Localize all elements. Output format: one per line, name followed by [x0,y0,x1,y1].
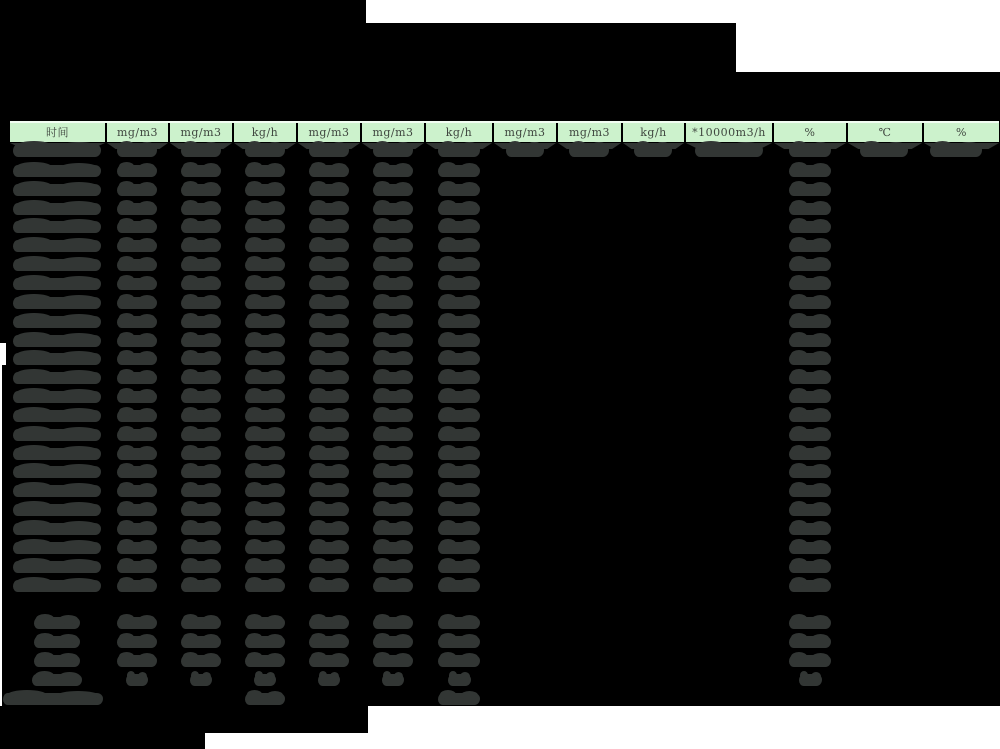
redacted-cell [373,485,413,497]
redacted-cell [789,485,831,497]
redacted-cell [13,523,101,535]
redacted-cell [373,561,413,573]
redacted-cell [181,203,221,215]
redacted-cell [373,259,413,271]
redacted-cell [117,203,157,215]
redacted-cell [13,203,101,215]
redacted-cell [789,504,831,516]
redacted-cell [438,693,480,705]
redacted-cell [181,655,221,667]
redacted-cell [245,259,285,271]
redacted-cell [789,372,831,384]
redacted-cell [373,335,413,347]
redacted-cell [789,353,831,365]
redacted-cell [126,674,148,686]
redacted-cell [438,391,480,403]
redacted-cell [438,165,480,177]
redacted-cell [245,655,285,667]
redacted-cell [117,561,157,573]
redacted-cell [245,278,285,290]
redacted-cell [789,259,831,271]
redacted-cell [309,391,349,403]
redacted-cell [190,674,212,686]
redacted-cell [34,655,80,667]
redacted-cell [438,316,480,328]
header-cell-7[interactable]: kg/h [426,123,492,142]
redacted-cell [181,391,221,403]
redacted-cell [117,429,157,441]
redacted-cell [373,372,413,384]
redacted-cell [13,485,101,497]
redacted-cell [799,674,822,686]
redacted-cell [789,466,831,478]
redacted-cell [117,144,157,157]
redacted-cell [181,617,221,629]
header-cell-11[interactable]: *10000m3/h [686,123,772,142]
redacted-cell [309,278,349,290]
redacted-cell [789,203,831,215]
white-sliver-left-edge [0,365,2,706]
redacted-cell [245,448,285,460]
redacted-cell [789,335,831,347]
redacted-cell [181,466,221,478]
redacted-cell [117,466,157,478]
redacted-cell [245,240,285,252]
redacted-cell [309,184,349,196]
redacted-cell [34,617,80,629]
redacted-cell [181,448,221,460]
redacted-cell [373,391,413,403]
redacted-cell [373,636,413,648]
redacted-cell [438,297,480,309]
redacted-cell [181,504,221,516]
redacted-cell [254,674,276,686]
redacted-cell [13,580,101,592]
redacted-cell [245,523,285,535]
redacted-cell [13,184,101,196]
redacted-cell [117,617,157,629]
redacted-cell [309,636,349,648]
redacted-cell [13,316,101,328]
redacted-cell [438,184,480,196]
redacted-cell [438,335,480,347]
redacted-cell [373,297,413,309]
redacted-cell [181,144,221,157]
redacted-cell [373,240,413,252]
redacted-cell [13,429,101,441]
redacted-cell [13,542,101,554]
redacted-cell [117,221,157,233]
redacted-cell [373,144,413,157]
redacted-cell [309,542,349,554]
redacted-cell [117,184,157,196]
redacted-cell [373,410,413,422]
redacted-cell [117,297,157,309]
redacted-cell [13,504,101,516]
redacted-cell [789,580,831,592]
redacted-cell [309,353,349,365]
redacted-cell [13,240,101,252]
redacted-cell [181,240,221,252]
redacted-cell [181,184,221,196]
redacted-cell [634,144,672,157]
redacted-cell [181,372,221,384]
redacted-cell [438,448,480,460]
redacted-cell [309,144,349,157]
redacted-cell [245,391,285,403]
redacted-cell [181,542,221,554]
redacted-cell [382,674,404,686]
redacted-cell [309,372,349,384]
redacted-cell [34,636,80,648]
redacted-cell [181,259,221,271]
redacted-cell [117,278,157,290]
redacted-cell [13,410,101,422]
header-cell-8[interactable]: mg/m3 [494,123,556,142]
redacted-cell [789,448,831,460]
redacted-cell [789,617,831,629]
redacted-cell [245,504,285,516]
redacted-cell [117,542,157,554]
redacted-cell [245,144,285,157]
redacted-cell [245,184,285,196]
redacted-cell [309,203,349,215]
redacted-cell [181,410,221,422]
header-cell-13[interactable]: ℃ [848,123,922,142]
redacted-cell [569,144,609,157]
redaction-block-preheader [0,72,1000,121]
redacted-cell [181,316,221,328]
redacted-cell [117,372,157,384]
redacted-cell [181,429,221,441]
redacted-cell [789,221,831,233]
redacted-cell [245,542,285,554]
redacted-cell [117,655,157,667]
redaction-block-bottom-left-2 [0,733,205,749]
redacted-cell [373,504,413,516]
redacted-cell [373,184,413,196]
redacted-cell [245,485,285,497]
redacted-cell [309,504,349,516]
redacted-cell [117,335,157,347]
redacted-cell [181,523,221,535]
redacted-cell [373,448,413,460]
header-cell-9[interactable]: mg/m3 [558,123,621,142]
redacted-cell [438,240,480,252]
redacted-cell [13,391,101,403]
redacted-cell [438,259,480,271]
redacted-cell [245,353,285,365]
redacted-cell [438,221,480,233]
redacted-cell [245,221,285,233]
redacted-cell [309,485,349,497]
redacted-cell [789,165,831,177]
redacted-cell [373,429,413,441]
redacted-cell [373,203,413,215]
redacted-cell [789,278,831,290]
redacted-cell [245,580,285,592]
redacted-cell [13,165,101,177]
redacted-cell [117,485,157,497]
redacted-cell [309,561,349,573]
redacted-cell [309,221,349,233]
redacted-cell [13,561,101,573]
redacted-cell [438,580,480,592]
redacted-cell [245,466,285,478]
redacted-cell [245,561,285,573]
redacted-cell [789,316,831,328]
redacted-cell [13,372,101,384]
redacted-cell [789,429,831,441]
redacted-cell [309,523,349,535]
redacted-cell [245,165,285,177]
redacted-cell [309,240,349,252]
redacted-cell [181,278,221,290]
redacted-cell [13,448,101,460]
redacted-cell [13,278,101,290]
redacted-cell [373,353,413,365]
redacted-cell [438,203,480,215]
redacted-cell [245,636,285,648]
redacted-cell [245,372,285,384]
redacted-cell [13,144,101,157]
redacted-cell [181,221,221,233]
redacted-cell [438,636,480,648]
white-notch-left-edge [0,343,6,365]
redacted-cell [13,335,101,347]
header-cell-12[interactable]: % [774,123,846,142]
redacted-cell [438,561,480,573]
redacted-cell [506,144,544,157]
header-cell-1[interactable]: 时间 [10,123,105,142]
redacted-cell [438,523,480,535]
redacted-cell [181,353,221,365]
redacted-cell [117,523,157,535]
redacted-cell [117,240,157,252]
redacted-cell [309,316,349,328]
redacted-cell [789,144,831,157]
redacted-cell [309,448,349,460]
header-cell-4[interactable]: kg/h [234,123,296,142]
redacted-cell [245,429,285,441]
redacted-cell [181,165,221,177]
redacted-cell [438,429,480,441]
redacted-cell [181,485,221,497]
redacted-cell [789,561,831,573]
redacted-cell [117,391,157,403]
redacted-cell [13,221,101,233]
redacted-cell [373,580,413,592]
redacted-cell [309,429,349,441]
redacted-cell [32,674,82,686]
header-cell-2[interactable]: mg/m3 [107,123,168,142]
redacted-cell [117,504,157,516]
redacted-cell [181,561,221,573]
redacted-cell [438,542,480,554]
redacted-cell [309,259,349,271]
redacted-cell [373,466,413,478]
redacted-cell [3,693,103,705]
redacted-cell [448,674,471,686]
redacted-cell [789,297,831,309]
redacted-cell [373,221,413,233]
redaction-block-subtitle [0,23,736,72]
redacted-cell [117,165,157,177]
redacted-cell [13,259,101,271]
redacted-cell [117,580,157,592]
redacted-cell [117,316,157,328]
redacted-cell [13,466,101,478]
redacted-cell [245,410,285,422]
header-cell-5[interactable]: mg/m3 [298,123,360,142]
redacted-cell [309,297,349,309]
redacted-cell [309,617,349,629]
redacted-cell [438,466,480,478]
redacted-cell [117,448,157,460]
redaction-block-bottom-left-1 [0,706,368,733]
redacted-cell [309,580,349,592]
redacted-cell [373,523,413,535]
redacted-cell [438,617,480,629]
redacted-cell [181,335,221,347]
redacted-cell [245,617,285,629]
header-cell-14[interactable]: % [924,123,999,142]
redacted-cell [789,523,831,535]
redacted-cell [438,278,480,290]
redacted-cell [13,353,101,365]
redacted-cell [438,410,480,422]
redacted-cell [373,655,413,667]
redacted-cell [245,335,285,347]
redacted-cell [373,542,413,554]
redacted-cell [181,297,221,309]
redacted-cell [309,165,349,177]
redacted-cell [309,410,349,422]
redacted-cell [789,636,831,648]
redacted-cell [438,655,480,667]
redacted-cell [789,391,831,403]
redacted-cell [318,674,340,686]
redacted-cell [860,144,908,157]
redacted-cell [930,144,982,157]
header-cell-3[interactable]: mg/m3 [170,123,232,142]
redacted-cell [245,297,285,309]
redacted-cell [695,144,763,157]
redacted-cell [117,259,157,271]
redacted-cell [373,316,413,328]
redacted-cell [117,353,157,365]
redacted-cell [789,542,831,554]
redacted-cell [245,203,285,215]
redacted-cell [373,165,413,177]
redacted-cell [373,278,413,290]
redacted-cell [181,580,221,592]
redaction-block-title [0,0,366,23]
redacted-cell [309,335,349,347]
redacted-cell [789,184,831,196]
header-cell-6[interactable]: mg/m3 [362,123,424,142]
redacted-cell [789,410,831,422]
redacted-cell [373,617,413,629]
redacted-cell [117,410,157,422]
redacted-cell [117,636,157,648]
redacted-cell [181,636,221,648]
redacted-cell [789,655,831,667]
redacted-cell [438,144,480,157]
redacted-cell [245,693,285,705]
redacted-cell [245,316,285,328]
redacted-cell [309,466,349,478]
redacted-cell [13,297,101,309]
redacted-cell [789,240,831,252]
redacted-cell [438,504,480,516]
redacted-cell [309,655,349,667]
redacted-cell [438,485,480,497]
redacted-cell [438,353,480,365]
header-cell-10[interactable]: kg/h [623,123,684,142]
redacted-cell [438,372,480,384]
